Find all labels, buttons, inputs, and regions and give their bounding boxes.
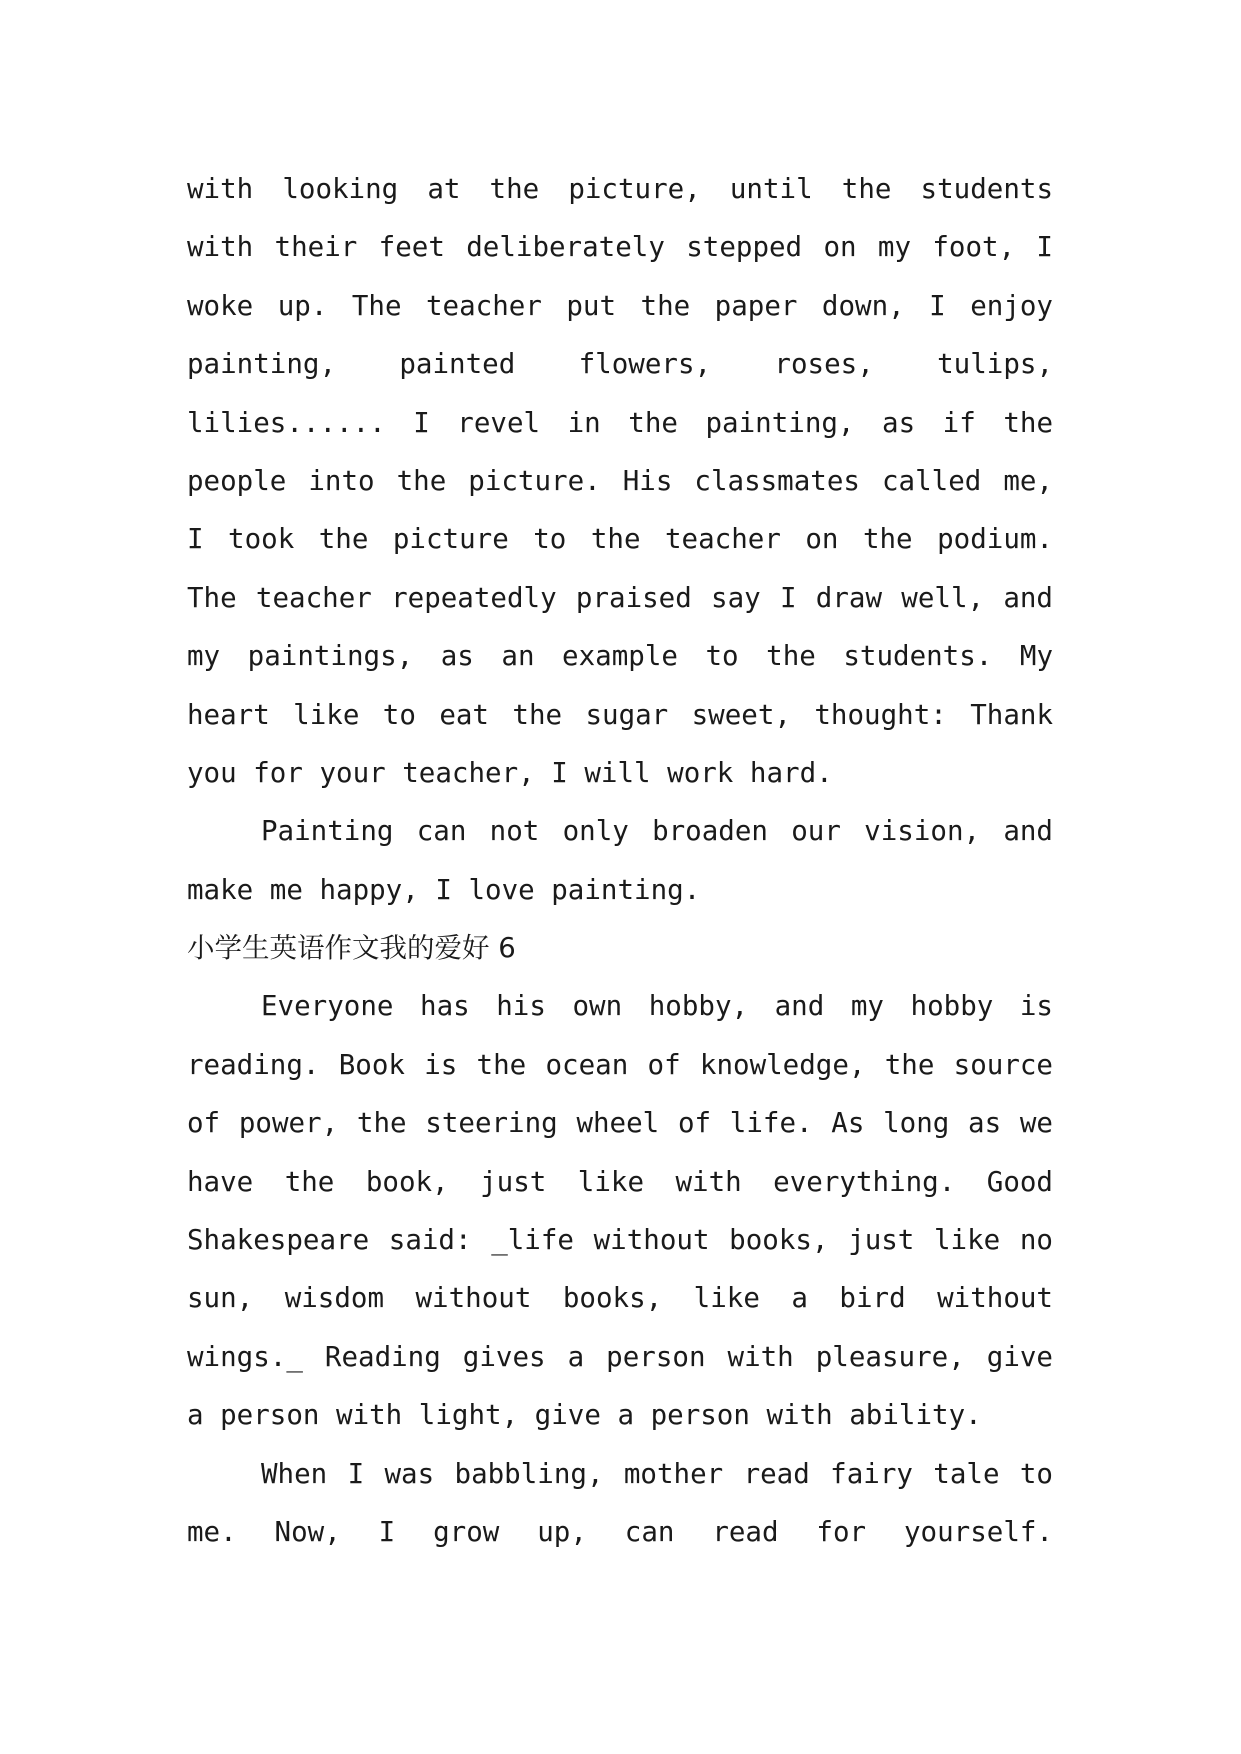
text-line: reading. Book is the ocean of knowledge, the source [187, 1048, 1053, 1081]
text-line: Shakespeare said: _life without books, just like no [187, 1224, 1053, 1257]
text-line: lilies...... I revel in the painting, as if the [187, 406, 1053, 439]
text-line: with looking at the picture, until the students [187, 173, 1053, 205]
text-line: have the book, just like with everything. Good [187, 1165, 1053, 1198]
paragraph-start-line: Painting can not only broaden our vision, and [261, 815, 1053, 848]
text-line: people into the picture. His classmates called me, [187, 464, 1053, 497]
text-line: a person with light, give a person with ability. [187, 1399, 982, 1432]
text-line: you for your teacher, I will work hard. [187, 756, 833, 789]
text-line: make me happy, I love painting. [187, 873, 701, 906]
text-line: wings._ Reading gives a person with pleasure, give [187, 1340, 1053, 1373]
text-line: woke up. The teacher put the paper down, I enjoy [187, 289, 1053, 322]
text-line: I took the picture to the teacher on the podium. [187, 523, 1053, 556]
text-line: The teacher repeatedly praised say I draw well, and [187, 581, 1053, 614]
text-line: me. Now, I grow up, can read for yourself. [187, 1515, 1053, 1548]
text-line: sun, wisdom without books, like a bird without [187, 1282, 1053, 1315]
text-line: heart like to eat the sugar sweet, thought: Thank [187, 698, 1053, 731]
text-line: painting, painted flowers, roses, tulips, [187, 348, 1053, 381]
text-line: my paintings, as an example to the students. My [187, 640, 1053, 673]
section-heading: 小学生英语作文我的爱好 6 [187, 932, 516, 965]
text-line: of power, the steering wheel of life. As long as we [187, 1107, 1053, 1140]
body-text [187, 160, 1053, 1561]
text-line: with their feet deliberately stepped on my foot, I [187, 231, 1053, 264]
paragraph-start-line: Everyone has his own hobby, and my hobby is [261, 990, 1053, 1023]
paragraph-start-line: When I was babbling, mother read fairy tale to [261, 1457, 1053, 1490]
